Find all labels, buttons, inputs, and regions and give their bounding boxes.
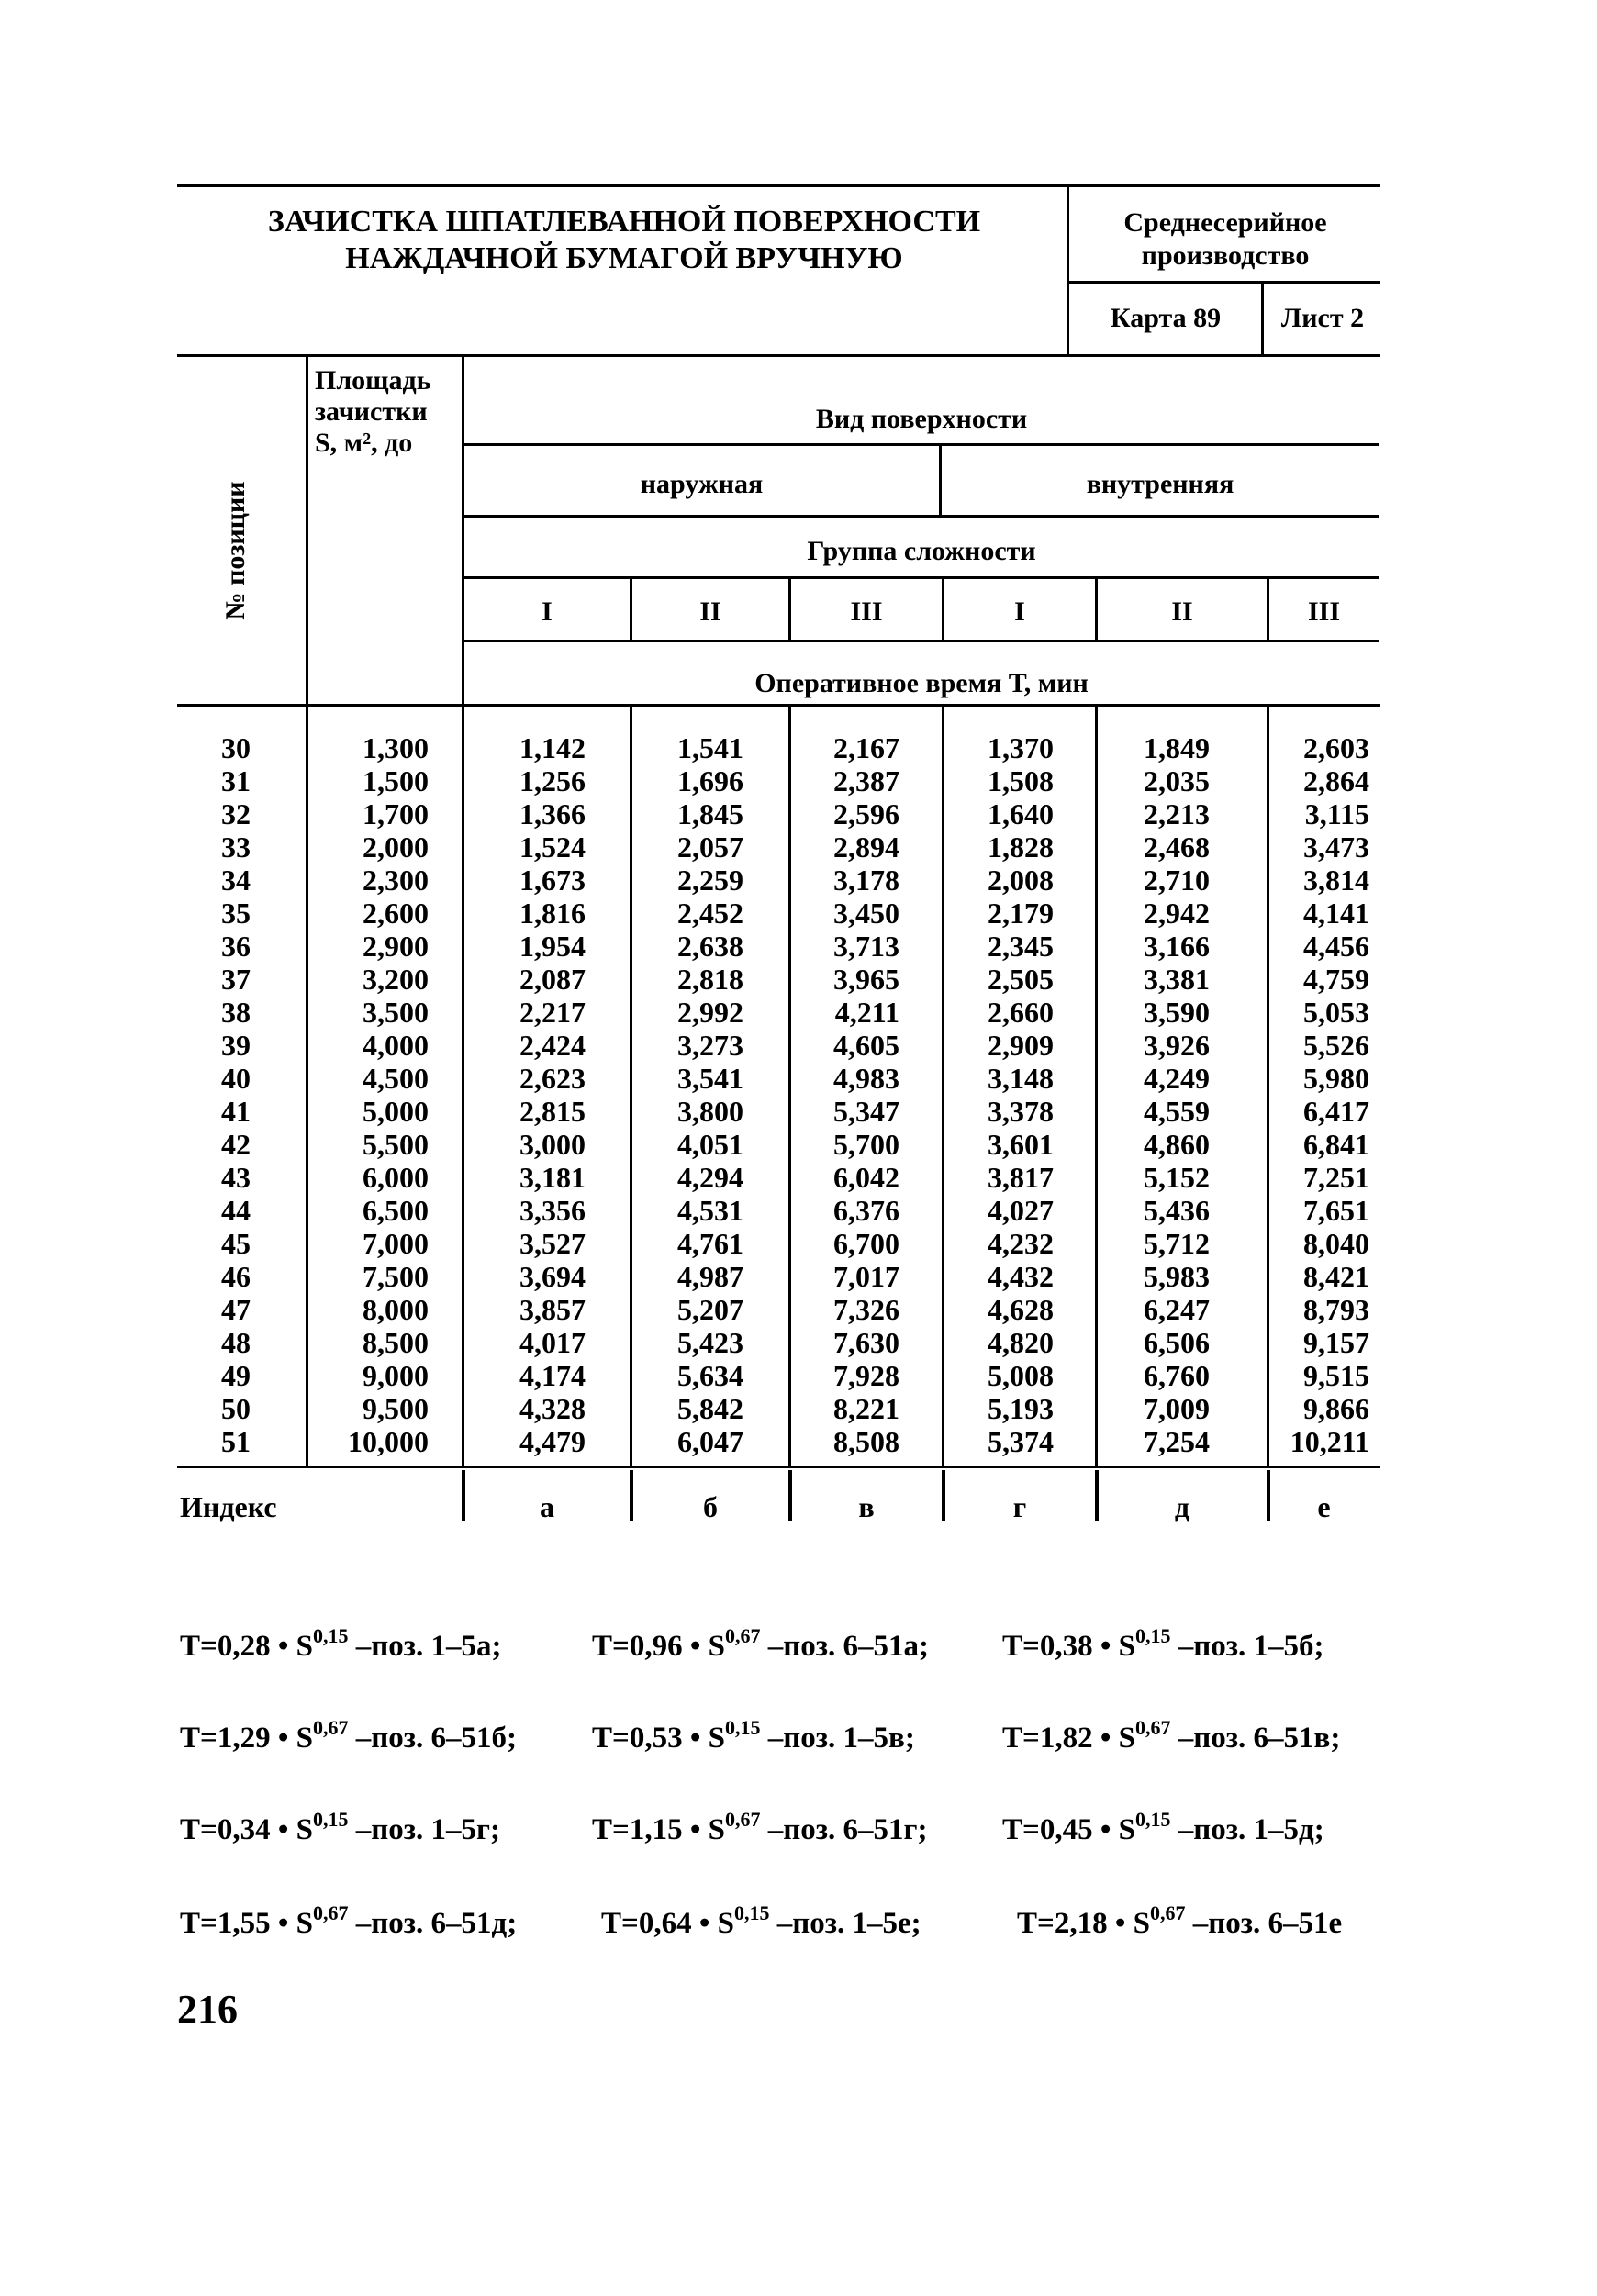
table-cell: 4,628 bbox=[988, 1293, 1054, 1326]
table-cell: 3,115 bbox=[1304, 797, 1369, 830]
table-cell: 5,436 bbox=[1144, 1194, 1210, 1227]
header-divider bbox=[1067, 184, 1069, 356]
page-number: 216 bbox=[177, 1987, 238, 2032]
table-cell: 3,800 bbox=[677, 1095, 743, 1128]
table-cell: 2,213 bbox=[1144, 797, 1210, 830]
table-cell: 3,381 bbox=[1144, 963, 1210, 996]
table-cell: 42 bbox=[221, 1128, 251, 1161]
surface-kind-rule bbox=[464, 515, 1379, 518]
index-value: д bbox=[1174, 1490, 1190, 1523]
table-cell: 4,759 bbox=[1303, 963, 1369, 996]
table-cell: 5,008 bbox=[988, 1359, 1054, 1392]
table-cell: 3,000 bbox=[519, 1128, 586, 1161]
table-cell: 5,712 bbox=[1144, 1227, 1210, 1260]
production-line-1: Среднесерийное bbox=[1123, 207, 1327, 238]
table-cell: 6,000 bbox=[363, 1161, 429, 1194]
table-cell: 2,057 bbox=[677, 830, 743, 864]
table-cell: 4,820 bbox=[988, 1326, 1054, 1359]
table-cell: 2,638 bbox=[677, 930, 743, 963]
table-cell: 37 bbox=[221, 963, 251, 996]
table-cell: 8,793 bbox=[1303, 1293, 1369, 1326]
table-cell: 8,500 bbox=[363, 1326, 429, 1359]
table-cell: 6,376 bbox=[833, 1194, 899, 1227]
table-cell: 4,605 bbox=[833, 1029, 899, 1062]
table-cell: 2,452 bbox=[677, 897, 743, 930]
table-cell: 1,696 bbox=[677, 764, 743, 797]
table-cell: 5,842 bbox=[677, 1392, 743, 1425]
table-cell: 7,000 bbox=[363, 1227, 429, 1260]
table-cell: 2,909 bbox=[988, 1029, 1054, 1062]
table-cell: 2,468 bbox=[1144, 830, 1210, 864]
table-cell: 33 bbox=[221, 830, 251, 864]
table-cell: 6,042 bbox=[833, 1161, 899, 1194]
table-cell: 2,345 bbox=[988, 930, 1054, 963]
table-cell: 4,456 bbox=[1303, 930, 1369, 963]
table-cell: 5,347 bbox=[833, 1095, 899, 1128]
table-cell: 50 bbox=[221, 1392, 251, 1425]
col-divider-area bbox=[462, 354, 464, 1467]
formula: Т=0,28 • S$^{0,15}$ –поз. 1–5а; bbox=[180, 1624, 502, 1663]
table-cell: 3,378 bbox=[988, 1095, 1054, 1128]
table-cell: 7,928 bbox=[833, 1359, 899, 1392]
table-cell: 39 bbox=[221, 1029, 251, 1062]
table-cell: 9,500 bbox=[363, 1392, 429, 1425]
formula: Т=1,15 • S$^{0,67}$ –поз. 6–51г; bbox=[592, 1808, 928, 1846]
groups-rule bbox=[464, 640, 1379, 642]
group-header: I bbox=[1014, 596, 1025, 627]
table-cell: 2,167 bbox=[833, 731, 899, 764]
table-cell: 3,178 bbox=[833, 864, 899, 897]
table-cell: 1,673 bbox=[519, 864, 586, 897]
area-header-line-3: S, м², до bbox=[315, 428, 413, 458]
table-cell: 4,174 bbox=[519, 1359, 586, 1392]
table-cell: 5,152 bbox=[1144, 1161, 1210, 1194]
col-divider-inner-II bbox=[1267, 704, 1269, 1467]
table-cell: 3,817 bbox=[988, 1161, 1054, 1194]
table-cell: 4,051 bbox=[677, 1128, 743, 1161]
table-cell: 3,450 bbox=[833, 897, 899, 930]
table-cell: 31 bbox=[221, 764, 251, 797]
group-header: II bbox=[699, 596, 721, 627]
table-cell: 10,211 bbox=[1290, 1425, 1369, 1458]
table-cell: 4,432 bbox=[988, 1260, 1054, 1293]
table-cell: 1,845 bbox=[677, 797, 743, 830]
table-cell: 7,500 bbox=[363, 1260, 429, 1293]
table-cell: 1,256 bbox=[519, 764, 586, 797]
production-rule bbox=[1067, 281, 1380, 284]
table-cell: 7,251 bbox=[1303, 1161, 1369, 1194]
table-cell: 46 bbox=[221, 1260, 251, 1293]
table-cell: 2,300 bbox=[363, 864, 429, 897]
table-cell: 4,531 bbox=[677, 1194, 743, 1227]
table-cell: 2,623 bbox=[519, 1062, 586, 1095]
table-cell: 2,942 bbox=[1144, 897, 1210, 930]
col-divider-outer-II bbox=[788, 704, 791, 1467]
table-cell: 1,816 bbox=[519, 897, 586, 930]
table-cell: 4,141 bbox=[1303, 897, 1369, 930]
table-cell: 2,864 bbox=[1303, 764, 1369, 797]
table-cell: 3,965 bbox=[833, 963, 899, 996]
table-cell: 4,249 bbox=[1144, 1062, 1210, 1095]
table-cell: 5,634 bbox=[677, 1359, 743, 1392]
table-cell: 2,815 bbox=[519, 1095, 586, 1128]
index-label: Индекс bbox=[180, 1490, 277, 1523]
table-cell: 7,017 bbox=[833, 1260, 899, 1293]
table-cell: 5,053 bbox=[1303, 996, 1369, 1029]
formula: Т=1,55 • S$^{0,67}$ –поз. 6–51д; bbox=[180, 1901, 518, 1940]
table-cell: 44 bbox=[221, 1194, 251, 1227]
position-column bbox=[177, 731, 251, 1458]
complexity-group-rule bbox=[464, 576, 1379, 579]
operative-time-header: Оперативное время Т, мин bbox=[754, 668, 1089, 698]
table-cell: 1,541 bbox=[677, 731, 743, 764]
table-cell: 1,370 bbox=[988, 731, 1054, 764]
outer-surface-header: наружная bbox=[640, 469, 764, 499]
col-divider-outer-III bbox=[942, 704, 944, 1467]
table-cell: 3,590 bbox=[1144, 996, 1210, 1029]
table-cell: 1,300 bbox=[363, 731, 429, 764]
table-cell: 4,294 bbox=[677, 1161, 743, 1194]
table-cell: 3,273 bbox=[677, 1029, 743, 1062]
index-value: е bbox=[1317, 1490, 1331, 1523]
sheet-number: Лист 2 bbox=[1280, 303, 1365, 333]
table-cell: 2,179 bbox=[988, 897, 1054, 930]
formula: Т=0,64 • S$^{0,15}$ –поз. 1–5е; bbox=[601, 1901, 921, 1940]
table-cell: 1,954 bbox=[519, 930, 586, 963]
table-cell: 7,651 bbox=[1303, 1194, 1369, 1227]
table-cell: 2,505 bbox=[988, 963, 1054, 996]
col-divider-outer-I bbox=[630, 704, 632, 1467]
index-value: б bbox=[703, 1490, 718, 1523]
formula: Т=0,45 • S$^{0,15}$ –поз. 1–5д; bbox=[1002, 1808, 1324, 1846]
table-cell: 4,017 bbox=[519, 1326, 586, 1359]
index-value: в bbox=[858, 1490, 875, 1523]
col-divider-inner-I bbox=[1095, 704, 1098, 1467]
table-cell: 5,700 bbox=[833, 1128, 899, 1161]
table-cell: 6,247 bbox=[1144, 1293, 1210, 1326]
table-cell: 32 bbox=[221, 797, 251, 830]
outer-I-column bbox=[477, 731, 586, 1458]
table-cell: 9,866 bbox=[1303, 1392, 1369, 1425]
table-cell: 2,035 bbox=[1144, 764, 1210, 797]
table-cell: 4,860 bbox=[1144, 1128, 1210, 1161]
table-cell: 3,541 bbox=[677, 1062, 743, 1095]
formula: Т=0,38 • S$^{0,15}$ –поз. 1–5б; bbox=[1002, 1624, 1324, 1663]
table-cell: 8,040 bbox=[1303, 1227, 1369, 1260]
table-cell: 45 bbox=[221, 1227, 251, 1260]
surface-type-header: Вид поверхности bbox=[815, 404, 1028, 434]
inner-III-column bbox=[1272, 731, 1369, 1458]
table-cell: 8,421 bbox=[1303, 1260, 1369, 1293]
table-cell: 2,894 bbox=[833, 830, 899, 864]
table-cell: 2,259 bbox=[677, 864, 743, 897]
area-header-line-2: зачистки bbox=[315, 396, 428, 427]
table-cell: 3,601 bbox=[988, 1128, 1054, 1161]
inner-II-column bbox=[1111, 731, 1210, 1458]
table-cell: 4,027 bbox=[988, 1194, 1054, 1227]
table-cell: 10,000 bbox=[348, 1425, 429, 1458]
table-cell: 3,694 bbox=[519, 1260, 586, 1293]
table-cell: 1,366 bbox=[519, 797, 586, 830]
top-rule bbox=[177, 184, 1380, 187]
area-header bbox=[315, 365, 431, 459]
table-cell: 9,157 bbox=[1303, 1326, 1369, 1359]
inner-surface-header: внутренняя bbox=[1086, 469, 1234, 499]
table-cell: 2,992 bbox=[677, 996, 743, 1029]
table-cell: 35 bbox=[221, 897, 251, 930]
table-cell: 6,700 bbox=[833, 1227, 899, 1260]
table-cell: 2,087 bbox=[519, 963, 586, 996]
table-body-bottom-rule bbox=[177, 1466, 1380, 1468]
table-cell: 2,217 bbox=[519, 996, 586, 1029]
table-cell: 4,987 bbox=[677, 1260, 743, 1293]
table-cell: 8,508 bbox=[833, 1425, 899, 1458]
table-cell: 7,326 bbox=[833, 1293, 899, 1326]
group-header: III bbox=[850, 596, 883, 627]
table-cell: 4,328 bbox=[519, 1392, 586, 1425]
table-cell: 7,630 bbox=[833, 1326, 899, 1359]
area-header-line-1: Площадь bbox=[315, 365, 431, 396]
table-cell: 40 bbox=[221, 1062, 251, 1095]
table-cell: 2,387 bbox=[833, 764, 899, 797]
index-value: а bbox=[540, 1490, 554, 1523]
table-cell: 3,527 bbox=[519, 1227, 586, 1260]
table-cell: 5,000 bbox=[363, 1095, 429, 1128]
table-cell: 3,148 bbox=[988, 1062, 1054, 1095]
table-cell: 5,193 bbox=[988, 1392, 1054, 1425]
table-cell: 6,500 bbox=[363, 1194, 429, 1227]
table-cell: 7,009 bbox=[1144, 1392, 1210, 1425]
complexity-group-header: Группа сложности bbox=[807, 536, 1036, 566]
inner-I-column bbox=[955, 731, 1054, 1458]
group-header: I bbox=[542, 596, 553, 627]
table-cell: 1,700 bbox=[363, 797, 429, 830]
document-title bbox=[220, 204, 1028, 277]
title-line-1: ЗАЧИСТКА ШПАТЛЕВАННОЙ ПОВЕРХНОСТИ bbox=[267, 205, 981, 239]
table-cell: 2,424 bbox=[519, 1029, 586, 1062]
table-cell: 9,515 bbox=[1303, 1359, 1369, 1392]
position-number-header: № позиции bbox=[220, 481, 251, 620]
area-column bbox=[315, 731, 429, 1458]
table-cell: 2,660 bbox=[988, 996, 1054, 1029]
table-cell: 6,417 bbox=[1303, 1095, 1369, 1128]
index-value: г bbox=[1012, 1490, 1027, 1523]
formula: Т=0,34 • S$^{0,15}$ –поз. 1–5г; bbox=[180, 1808, 500, 1846]
table-cell: 6,047 bbox=[677, 1425, 743, 1458]
table-cell: 3,200 bbox=[363, 963, 429, 996]
card-sheet-divider bbox=[1261, 281, 1264, 356]
outer-III-column bbox=[800, 731, 899, 1458]
table-cell: 5,500 bbox=[363, 1128, 429, 1161]
formula: Т=0,96 • S$^{0,67}$ –поз. 6–51а; bbox=[592, 1624, 929, 1663]
table-cell: 7,254 bbox=[1144, 1425, 1210, 1458]
table-cell: 3,166 bbox=[1144, 930, 1210, 963]
formula: Т=1,29 • S$^{0,67}$ –поз. 6–51б; bbox=[180, 1716, 517, 1755]
surface-type-rule bbox=[464, 443, 1379, 446]
table-cell: 1,828 bbox=[988, 830, 1054, 864]
table-cell: 49 bbox=[221, 1359, 251, 1392]
title-line-2: НАЖДАЧНОЙ БУМАГОЙ ВРУЧНУЮ bbox=[345, 241, 903, 275]
table-cell: 3,926 bbox=[1144, 1029, 1210, 1062]
group-header: II bbox=[1171, 596, 1193, 627]
table-cell: 2,600 bbox=[363, 897, 429, 930]
table-cell: 3,814 bbox=[1303, 864, 1369, 897]
card-number: Карта 89 bbox=[1110, 303, 1222, 333]
table-cell: 1,524 bbox=[519, 830, 586, 864]
table-cell: 3,473 bbox=[1303, 830, 1369, 864]
table-cell: 47 bbox=[221, 1293, 251, 1326]
table-cell: 48 bbox=[221, 1326, 251, 1359]
table-cell: 6,841 bbox=[1303, 1128, 1369, 1161]
table-cell: 5,207 bbox=[677, 1293, 743, 1326]
table-header-bottom-rule bbox=[177, 704, 1380, 707]
table-cell: 2,900 bbox=[363, 930, 429, 963]
table-cell: 4,232 bbox=[988, 1227, 1054, 1260]
table-cell: 30 bbox=[221, 731, 251, 764]
table-cell: 4,761 bbox=[677, 1227, 743, 1260]
production-line-2: производство bbox=[1141, 240, 1310, 271]
table-cell: 1,640 bbox=[988, 797, 1054, 830]
table-cell: 2,000 bbox=[363, 830, 429, 864]
table-cell: 43 bbox=[221, 1161, 251, 1194]
table-cell: 4,559 bbox=[1144, 1095, 1210, 1128]
table-cell: 2,008 bbox=[988, 864, 1054, 897]
table-cell: 38 bbox=[221, 996, 251, 1029]
table-cell: 9,000 bbox=[363, 1359, 429, 1392]
table-cell: 3,500 bbox=[363, 996, 429, 1029]
table-cell: 5,983 bbox=[1144, 1260, 1210, 1293]
table-cell: 4,000 bbox=[363, 1029, 429, 1062]
table-cell: 4,500 bbox=[363, 1062, 429, 1095]
table-cell: 8,000 bbox=[363, 1293, 429, 1326]
table-cell: 1,849 bbox=[1144, 731, 1210, 764]
table-cell: 2,710 bbox=[1144, 864, 1210, 897]
table-cell: 1,508 bbox=[988, 764, 1054, 797]
table-cell: 2,596 bbox=[833, 797, 899, 830]
table-cell: 34 bbox=[221, 864, 251, 897]
table-cell: 5,374 bbox=[988, 1425, 1054, 1458]
table-cell: 4,983 bbox=[833, 1062, 899, 1095]
table-cell: 2,818 bbox=[677, 963, 743, 996]
table-cell: 4,211 bbox=[834, 996, 899, 1029]
table-cell: 5,423 bbox=[677, 1326, 743, 1359]
production-type bbox=[1072, 206, 1379, 273]
outer-II-column bbox=[642, 731, 743, 1458]
table-cell: 6,506 bbox=[1144, 1326, 1210, 1359]
table-cell: 2,603 bbox=[1303, 731, 1369, 764]
table-cell: 1,500 bbox=[363, 764, 429, 797]
table-cell: 36 bbox=[221, 930, 251, 963]
table-cell: 5,980 bbox=[1303, 1062, 1369, 1095]
table-cell: 4,479 bbox=[519, 1425, 586, 1458]
table-cell: 3,181 bbox=[519, 1161, 586, 1194]
table-cell: 3,713 bbox=[833, 930, 899, 963]
formula: Т=2,18 • S$^{0,67}$ –поз. 6–51е bbox=[1017, 1901, 1343, 1940]
group-header: III bbox=[1307, 596, 1341, 627]
table-cell: 6,760 bbox=[1144, 1359, 1210, 1392]
table-cell: 3,356 bbox=[519, 1194, 586, 1227]
formula: Т=0,53 • S$^{0,15}$ –поз. 1–5в; bbox=[592, 1716, 915, 1755]
table-cell: 41 bbox=[221, 1095, 251, 1128]
table-cell: 8,221 bbox=[833, 1392, 899, 1425]
table-cell: 3,857 bbox=[519, 1293, 586, 1326]
col-divider-position bbox=[306, 354, 308, 1467]
formula: Т=1,82 • S$^{0,67}$ –поз. 6–51в; bbox=[1002, 1716, 1341, 1755]
table-cell: 5,526 bbox=[1303, 1029, 1369, 1062]
table-cell: 51 bbox=[221, 1425, 251, 1458]
header-bottom-rule bbox=[177, 354, 1380, 357]
table-cell: 1,142 bbox=[519, 731, 586, 764]
